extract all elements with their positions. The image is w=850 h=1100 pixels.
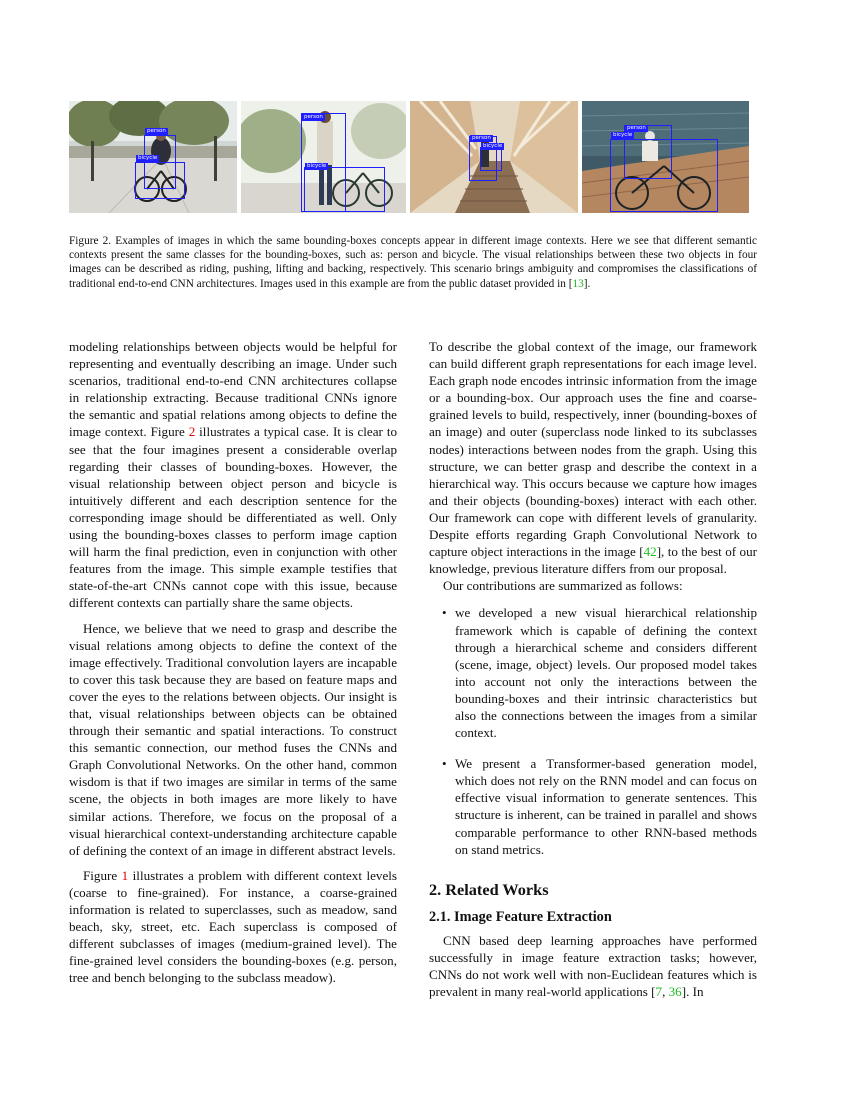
bbox-bicycle: [135, 162, 185, 199]
list-item: • We present a Transformer-based generation model, which does not rely on the RNN model and can focus on effective visual information to generate sentences. This structure is inherent, can be trained in parallel and shows comparable performance to other RNN-based methods on stand metrics.: [455, 755, 757, 858]
paragraph: CNN based deep learning approaches have performed successfully in image feature extraction tasks; however, CNNs do not work well with non-Euclidean features which is prevalent in many real-world applications [7, 36]. In: [429, 932, 757, 999]
citation-link[interactable]: 13: [572, 277, 584, 290]
bbox-label: person: [147, 128, 166, 134]
bbox-label: person: [472, 135, 491, 141]
bbox-label: bicycle: [483, 143, 503, 149]
bbox-bicycle: [480, 147, 502, 171]
citation-link[interactable]: 42: [643, 544, 657, 560]
paragraph: To describe the global context of the image, our framework can build different graph representations for each image level. Each graph node encodes intrinsic information from the image or a bounding-box. Our approach uses the fine and coarse-grained levels to build, respectively, inner (bounding-boxes of an image) and outer (superclass node linked to its subclasses nodes) interactions between nodes from the graph. Using this structure, we can better grasp and describe the context in a hierarchical way. This occurs because we capture how images and their objects (bounding-boxes) interact with each other. Our framework can cope with different levels of granularity. Despite efforts regarding Graph Convolutional Network to capture object interactions in the image [42], to the best of our knowledge, previous literature differs from our proposal.: [429, 339, 757, 577]
section-heading: 2. Related Works: [429, 879, 549, 899]
citation-link[interactable]: 36: [668, 984, 682, 999]
left-column: [69, 338, 397, 986]
citation-link[interactable]: 7: [655, 984, 663, 999]
right-column: [429, 338, 757, 1000]
figure-2: [69, 101, 749, 213]
list-item: • we developed a new visual hierarchical relationship framework which is capable of defining the context through a hierarchical scheme and considers different (scene, image, object) levels. Our proposed model takes into account not only the interactions between the bounding-boxes and their intrinsic characteristics but also the connections between the images from a similar context.: [455, 604, 757, 741]
contributions-list: [429, 604, 757, 857]
bbox-label: bicycle: [307, 163, 327, 169]
bbox-label: bicycle: [613, 132, 633, 138]
paragraph: modeling relationships between objects would be helpful for representing and eventually describing an image. Under such scenarios, traditional end-to-end CNN architectures collapse in relationship extracting. Because traditional CNNs ignore the semantic and spatial relations among objects to define the image context. Figure 2 illustrates a typical case. It is clear to see that the four imagines present a considerable overlap regarding their classes of bounding-boxes. However, the visual relationship between object person and bicycle is intuitively different and each description sentence for the corresponding image should be differentiated as well. Only using the bounding-boxes classes to perform image caption will harm the final prediction, even in conjunction with other features from the image. This simple example testifies that state-of-the-art CNNs cannot cope with this issue, because different contexts can partially share the same objects.: [69, 339, 398, 611]
figure-ref-link[interactable]: 1: [121, 867, 129, 883]
subsection-heading: 2.1. Image Feature Extraction: [429, 908, 612, 925]
paragraph: Our contributions are summarized as follows:: [443, 578, 683, 594]
paragraph: Hence, we believe that we need to grasp and describe the visual relations among objects to define the context of the image effectively. Traditional convolution layers are incapable to cover this task because they are based on feature maps and cover the eyes to the relations between objects. Our insight is that, visual relationships between objects can be obtained through their semantic and spatial interactions. To construct this semantic connection, our method fuses the CNNs and Graph Convolutional Networks. On the other hand, common wisdom is that if two images are similar in terms of the same scene, the objects in both images are more likely to have similar actions. Therefore, we focus on the proposal of a visual hierarchical context-understanding architecture capable of defining the context of an image in different abstract levels.: [69, 620, 397, 858]
bbox-label: person: [627, 125, 646, 131]
paragraph: Figure 1 illustrates a problem with different context levels (coarse to fine-grained). For instance, a coarse-grained information is related to superclasses, such as meadow, sand beach, sky, street, etc. Each superclass is composed of different subclasses of images (medium-grained level). The fine-grained level considers the bounding-boxes (e.g. person, tree and bench belonging to the subclass meadow).: [69, 867, 397, 986]
bbox-bicycle: [610, 139, 718, 212]
figure-caption: Figure 2. Examples of images in which the same bounding-boxes concepts appear in different image contexts. Here we see that different semantic contexts present the same classes for the bounding-boxes, such as: person and bicycle. The visual relationships between these two objects in four images can be described as riding, pushing, lifting and backing, respectively. This scenario brings ambiguity and compromises the classifications of traditional end-to-end CNN architectures. Images used in this example are from the public dataset provided in [13].: [69, 235, 757, 290]
figure-panel-pushing: [241, 101, 406, 213]
figure-panel-lifting: [410, 101, 578, 213]
bbox-label: bicycle: [138, 155, 158, 161]
bbox-bicycle: [304, 167, 385, 212]
figure-ref-link[interactable]: 2: [188, 424, 196, 440]
bbox-label: person: [304, 114, 323, 120]
figure-panel-backing: [582, 101, 749, 213]
figure-panel-riding: [69, 101, 237, 213]
